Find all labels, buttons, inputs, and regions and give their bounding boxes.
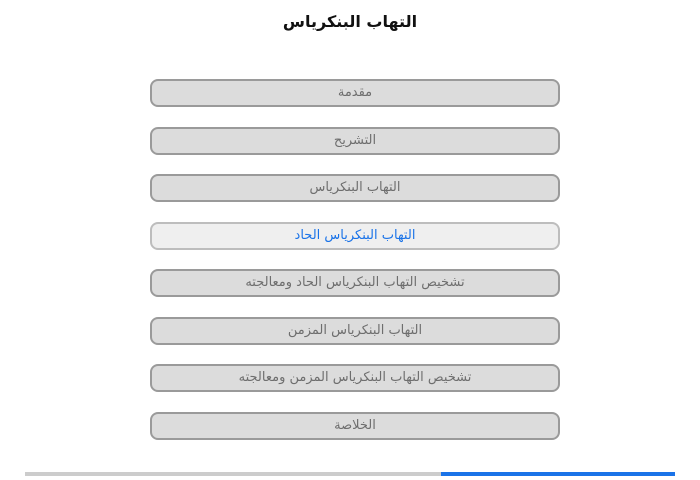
menu-item-pancreatitis[interactable]: التهاب البنكرياس — [150, 174, 560, 202]
menu-item-introduction[interactable]: مقدمة — [150, 79, 560, 107]
menu-item-chronic-diagnosis-treatment[interactable]: تشخيص التهاب البنكرياس المزمن ومعالجته — [150, 364, 560, 392]
menu-item-acute-diagnosis-treatment[interactable]: تشخيص التهاب البنكرياس الحاد ومعالجته — [150, 269, 560, 297]
page-title: التهاب البنكرياس — [282, 12, 418, 31]
menu-item-summary[interactable]: الخلاصة — [150, 412, 560, 440]
chapter-menu — [150, 79, 560, 459]
progress-bar — [25, 472, 675, 476]
menu-item-acute-pancreatitis[interactable]: التهاب البنكرياس الحاد — [150, 222, 560, 250]
menu-item-chronic-pancreatitis[interactable]: التهاب البنكرياس المزمن — [150, 317, 560, 345]
progress-bar-fill — [441, 472, 675, 476]
menu-item-anatomy[interactable]: التشريح — [150, 127, 560, 155]
